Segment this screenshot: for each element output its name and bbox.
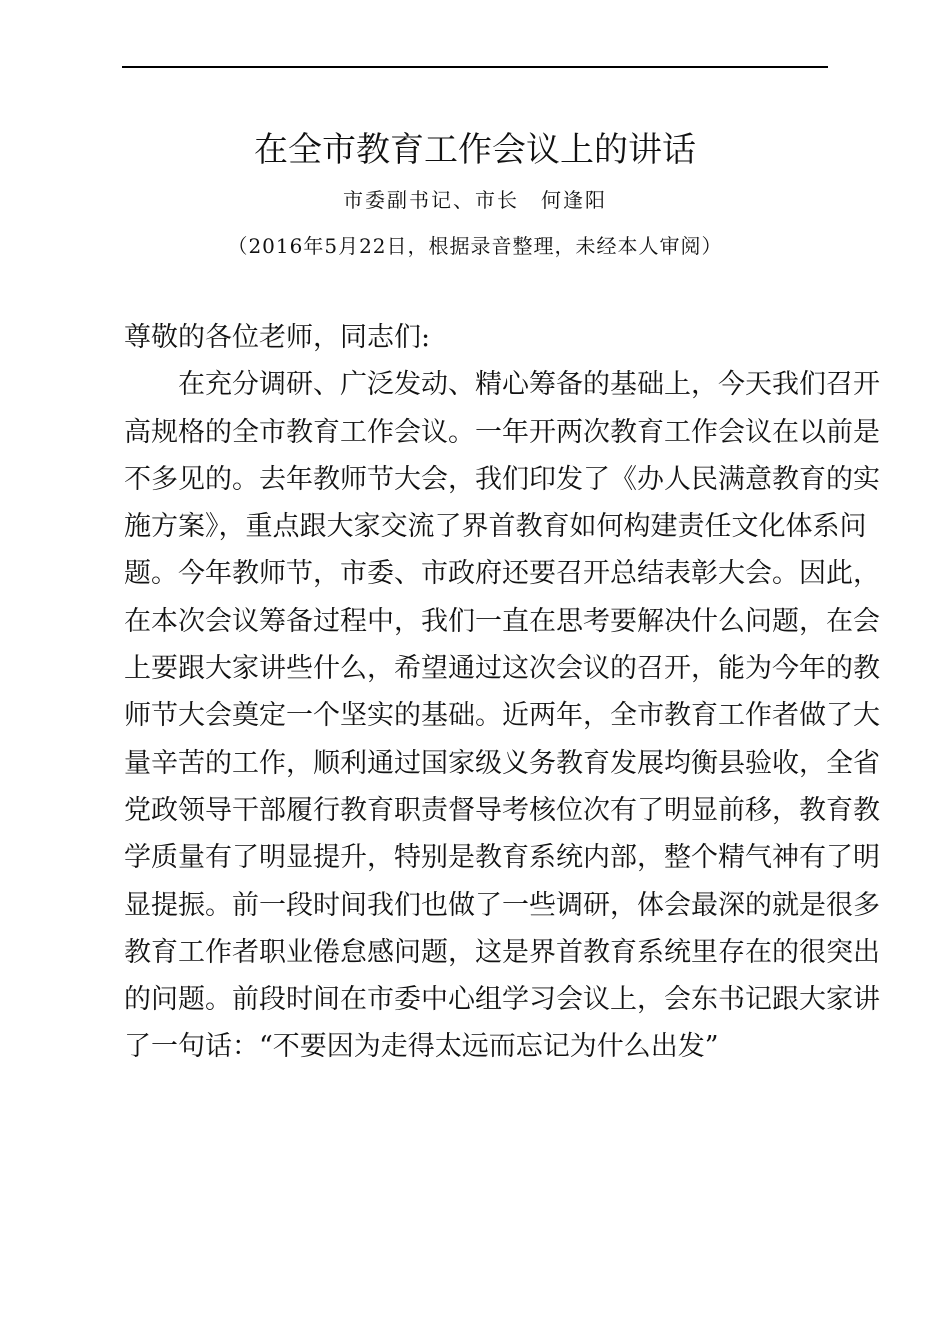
text-line: 施方案》，重点跟大家交流了界首教育如何构建责任文化体系问 [124,511,867,543]
greeting: 尊敬的各位老师，同志们: [124,322,431,353]
header-rule [122,66,828,68]
document-title: 在全市教育工作会议上的讲话 [254,130,696,170]
text-line: 师节大会奠定一个坚实的基础。近两年，全市教育工作者做了大 [124,700,880,732]
text-line: 量辛苦的工作，顺利通过国家级义务教育发展均衡县验收，全省 [124,747,880,779]
text-line: 上要跟大家讲些什么，希望通过这次会议的召开，能为今年的教 [124,653,880,685]
text-line: 了一句话：“不要因为走得太远而忘记为什么出发” [124,1031,719,1063]
text-line: 高规格的全市教育工作会议。一年开两次教育工作会议在以前是 [124,416,880,448]
text-line: 党政领导干部履行教育职责督导考核位次有了明显前移，教育教 [124,794,880,826]
text-line: 不多见的。去年教师节大会，我们印发了《办人民满意教育的实 [124,463,880,495]
text-line: 教育工作者职业倦怠感问题，这是界首教育系统里存在的很突出 [124,936,880,968]
text-line: 显提振。前一段时间我们也做了一些调研，体会最深的就是很多 [124,889,880,921]
text-line: 的问题。前段时间在市委中心组学习会议上，会东书记跟大家讲 [124,984,880,1016]
text-line: 在充分调研、广泛发动、精心筹备的基础上，今天我们召开 [124,369,880,401]
document-body [124,320,880,1077]
text-line: 题。今年教师节，市委、市政府还要召开总结表彰大会。因此， [124,558,880,590]
speaker-line: 市委副书记、市长 何逢阳 [343,188,607,212]
text-line: 在本次会议筹备过程中，我们一直在思考要解决什么问题，在会 [124,605,880,637]
date-note: （2016年5月22日，根据录音整理，未经本人审阅） [227,234,723,258]
text-line: 学质量有了明显提升，特别是教育系统内部，整个精气神有了明 [124,842,880,874]
